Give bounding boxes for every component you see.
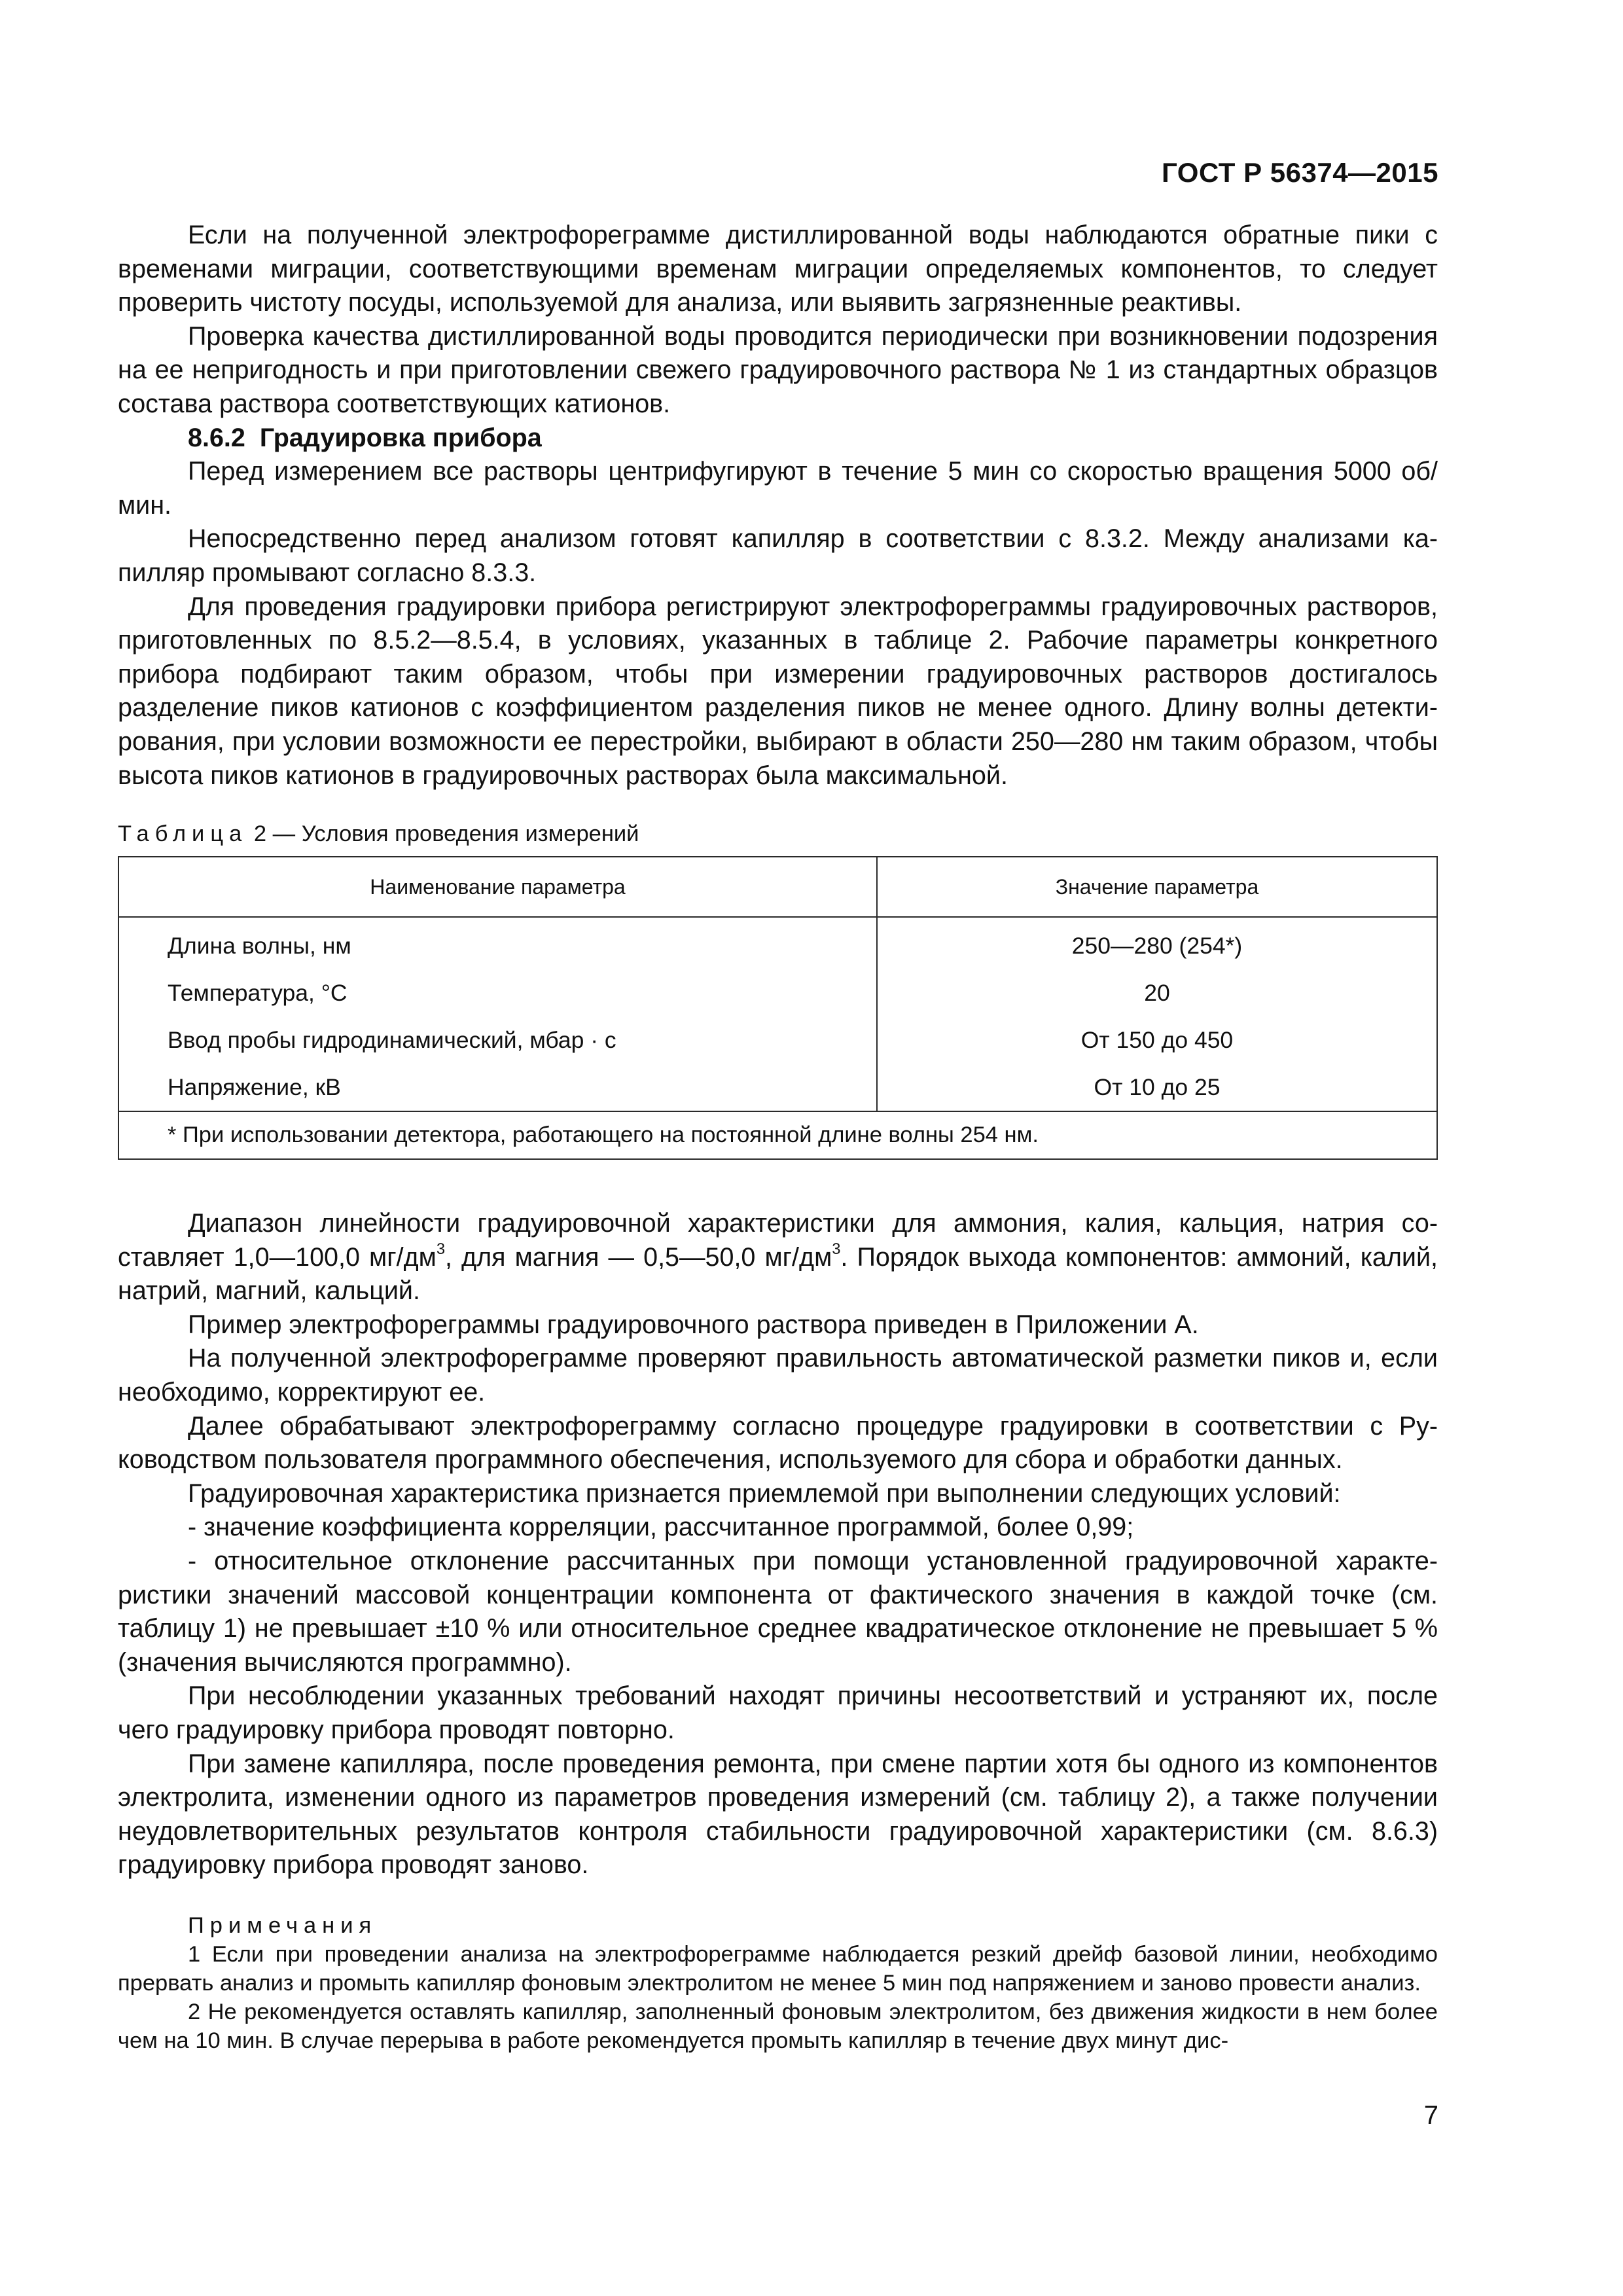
column-header-value: Значение параметра bbox=[877, 857, 1437, 917]
note-item: 2 Не рекомендуется оставлять капилляр, заполненный фоновым электролитом, без движения жидкости в нем более чем на 10 мин. В случае перерыва в работе рекомендуется промыть капилляр в течение двух минут дис- bbox=[118, 1999, 1438, 2053]
linearity-text-1: Диапазон линейности градуировочной характеристики для аммония, калия, кальция, натрия составляет 1,0—100,0 мг/дм bbox=[118, 1209, 1438, 1272]
value-cell: От 150 до 450 bbox=[877, 1016, 1437, 1064]
list-item-correlation: - значение коэффициента корреляции, рассчитанное программой, более 0,99; bbox=[188, 1513, 1134, 1542]
value-cell: 20 bbox=[877, 969, 1437, 1016]
page-number: 7 bbox=[1423, 2101, 1438, 2130]
list-item-deviation: - относительное отклонение рассчитанных при помощи установленной градуировочной характеристики значений массовой концентрации компонента от фактического значения в каждой точке (см. таблицу 1) не превышает ±10 % или относительное среднее квадратическое отклонение не превышает 5 % (значения вычисляются программно). bbox=[118, 1547, 1438, 1677]
paragraph-processing: Далее обрабатывают электрофореграмму согласно процедуре градуировки в соответствии с Руководством пользователя программного обеспечения, используемого для сбора и обработки данных. bbox=[118, 1411, 1438, 1475]
notes-block bbox=[118, 1911, 1438, 2055]
parameter-cell: Ввод пробы гидродинамический, мбар · с bbox=[118, 1016, 877, 1064]
section-heading bbox=[118, 422, 1438, 456]
value-cell: 250—280 (254*) bbox=[877, 917, 1437, 969]
paragraph-calibration-procedure: Для проведения градуировки прибора регистрируют электрофореграммы градуировочных растворов, приготовленных по 8.5.2—8.5.4, в условиях, указанных в таблице 2. Рабочие параметры конкретного прибора подбирают таким образом, чтобы при измерении градуировочных растворов достигалось разделение пиков катионов с коэффициентом разделения пиков не менее одного. Длину волны детектирования, при условии возможности ее перестройки, выбирают в области 250—280 нм таким образом, чтобы высота пиков катионов в градуировочных растворах была максимальной. bbox=[118, 592, 1438, 790]
table-caption bbox=[118, 821, 1438, 847]
paragraph-acceptance-conditions: Градуировочная характеристика признается приемлемой при выполнении следующих условий: bbox=[188, 1479, 1341, 1508]
table-header-row bbox=[118, 857, 1437, 917]
paragraph-recalibration: При замене капилляра, после проведения ремонта, при смене партии хотя бы одного из компонентов электролита, изменении одного из параметров проведения измерений (см. таблицу 2), а также получении неудовлетворительных результатов контроля стабильности градуировочной характеристики (см. 8.6.3) градуировку прибора проводят заново. bbox=[118, 1749, 1438, 1880]
paragraph-linearity-range bbox=[118, 1207, 1438, 1308]
table-footnote: * При использовании детектора, работающего на постоянной длине волны 254 нм. bbox=[118, 1111, 1437, 1159]
paragraph-nonconformity: При несоблюдении указанных требований находят причины несоответствий и устраняют их, после чего градуировку прибора проводят повторно. bbox=[118, 1681, 1438, 1744]
section-title: Градуировка прибора bbox=[259, 423, 542, 452]
paragraph-peak-marking: На полученной электрофореграмме проверяют правильность автоматической разметки пиков и, если необходимо, корректируют ее. bbox=[118, 1344, 1438, 1407]
linearity-text-3: . Порядок выхода компонентов: аммоний, калий, натрий, магний, кальций. bbox=[118, 1242, 1438, 1306]
parameter-cell: Температура, °С bbox=[118, 969, 877, 1016]
parameter-cell: Напряжение, кВ bbox=[118, 1064, 877, 1111]
linearity-text-2: , для магния — 0,5—50,0 мг/дм bbox=[445, 1242, 832, 1272]
parameter-cell: Длина волны, нм bbox=[118, 917, 877, 969]
note-item: 1 Если при проведении анализа на электрофореграмме наблюдается резкий дрейф базовой линии, необходимо прервать анализ и промыть капилляр фоновым электролитом не менее 5 мин под напряжением и заново провести анализ. bbox=[118, 1941, 1438, 1996]
table-row bbox=[118, 1016, 1437, 1064]
main-text bbox=[118, 219, 1438, 2055]
unit-superscript: 3 bbox=[436, 1240, 445, 1258]
section-number: 8.6.2 bbox=[188, 423, 245, 452]
column-header-parameter: Наименование параметра bbox=[118, 857, 877, 917]
measurement-conditions-table bbox=[118, 856, 1438, 1160]
paragraph-water-quality-check: Проверка качества дистиллированной воды проводится периодически при возникновении подозрения на ее непригодность и при приготовлении свежего градуировочного раствора № 1 из стандартных образцов состава раствора соответствующих катионов. bbox=[118, 321, 1438, 418]
unit-superscript: 3 bbox=[832, 1240, 841, 1258]
table-row bbox=[118, 969, 1437, 1016]
table-caption-label: Таблица bbox=[118, 821, 248, 847]
paragraph-capillary-prep: Непосредственно перед анализом готовят капилляр в соответствии с 8.3.2. Между анализами капилляр промывают согласно 8.3.3. bbox=[118, 524, 1438, 587]
notes-title: Примечания bbox=[188, 1912, 378, 1938]
table-row bbox=[118, 917, 1437, 969]
table-row bbox=[118, 1064, 1437, 1111]
document-code: ГОСТ Р 56374—2015 bbox=[1162, 157, 1438, 188]
paragraph-example-reference: Пример электрофореграммы градуировочного раствора приведен в Приложении А. bbox=[188, 1310, 1199, 1339]
paragraph-centrifuge: Перед измерением все растворы центрифугируют в течение 5 мин со скоростью вращения 5000 об/мин. bbox=[118, 457, 1438, 520]
table-footnote-row bbox=[118, 1111, 1437, 1159]
value-cell: От 10 до 25 bbox=[877, 1064, 1437, 1111]
table-caption-title: 2 — Условия проведения измерений bbox=[247, 821, 639, 847]
paragraph-reverse-peaks: Если на полученной электрофореграмме дистиллированной воды наблюдаются обратные пики с временами миграции, соответствующими временам миграции определяемых компонентов, то следует проверить чистоту посуды, используемой для анализа, или выявить загрязненные реактивы. bbox=[118, 221, 1438, 317]
